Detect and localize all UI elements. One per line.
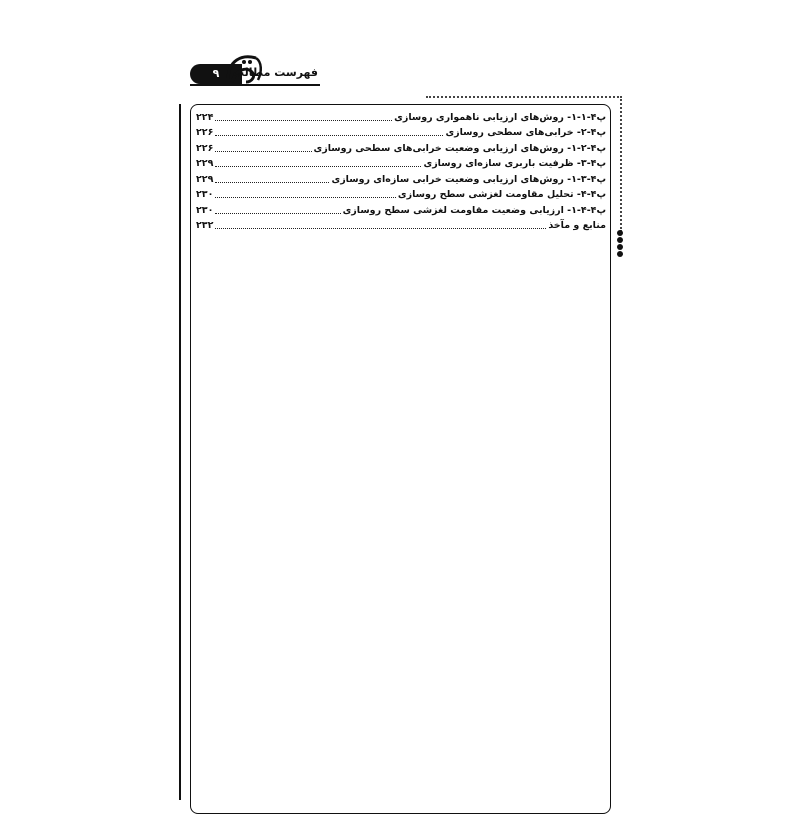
toc-entry[interactable]: [196, 140, 606, 156]
toc-entry[interactable]: [196, 187, 606, 203]
dot-leader: [215, 182, 329, 183]
toc-page-number: ۲۳۰: [196, 189, 214, 200]
section-title: فهرست مطالب: [232, 66, 318, 79]
dot-leader: [215, 166, 421, 167]
dot-leader: [215, 151, 311, 152]
toc-page-number: ۲۲۴: [196, 111, 214, 123]
dot-leader: [215, 213, 340, 214]
toc-page-number: ۲۲۶: [196, 127, 214, 138]
bullet-icon: [617, 237, 623, 243]
dot-leader: [215, 120, 392, 121]
page-number: ۹: [212, 67, 220, 80]
header-rule: [190, 84, 320, 86]
toc-page-number: ۲۲۶: [196, 142, 214, 154]
toc-entry[interactable]: [196, 125, 606, 141]
toc-page-number: ۲۳۰: [196, 204, 214, 216]
dotted-guide-vertical: [620, 96, 622, 232]
toc-entry[interactable]: [196, 202, 606, 218]
toc-title: پ۴-۱-۱- روش‌های ارزیابی ناهمواری روسازی: [394, 111, 606, 123]
toc-entry[interactable]: [196, 171, 606, 187]
toc-entry[interactable]: [196, 218, 606, 234]
margin-rule: [179, 104, 181, 800]
toc-title: پ۴-۲- خرابی‌های سطحی روسازی: [445, 127, 606, 138]
dot-leader: [215, 228, 546, 229]
toc-entry[interactable]: [196, 109, 606, 125]
toc-title: منابع و مآخذ: [548, 220, 606, 231]
bullet-icon: [617, 251, 623, 257]
toc-page-number: ۲۲۹: [196, 158, 214, 169]
bullet-icon: [617, 244, 623, 250]
toc-title: پ۴-۲-۱- روش‌های ارزیابی وضعیت خرابی‌های سطحی روسازی: [313, 142, 606, 154]
toc-page-number: ۲۲۹: [196, 173, 214, 185]
table-of-contents: [196, 109, 606, 233]
dotted-guide-horizontal: [426, 96, 622, 98]
dot-leader: [215, 135, 443, 136]
dot-leader: [215, 197, 396, 198]
bullet-icon: [617, 230, 623, 236]
toc-title: پ۴-۳- ظرفیت باربری سازه‌ای روسازی: [423, 158, 606, 169]
toc-title: پ۴-۴-۱- ارزیابی وضعیت مقاومت لغزشی سطح روسازی: [342, 204, 606, 216]
toc-title: پ۴-۳-۱- روش‌های ارزیابی وضعیت خرابی سازه‌ای روسازی: [331, 173, 606, 185]
toc-entry[interactable]: [196, 156, 606, 172]
toc-title: پ۴-۴- تحلیل مقاومت لغزشی سطح روسازی: [397, 189, 606, 200]
toc-page-number: ۲۳۲: [196, 220, 214, 231]
